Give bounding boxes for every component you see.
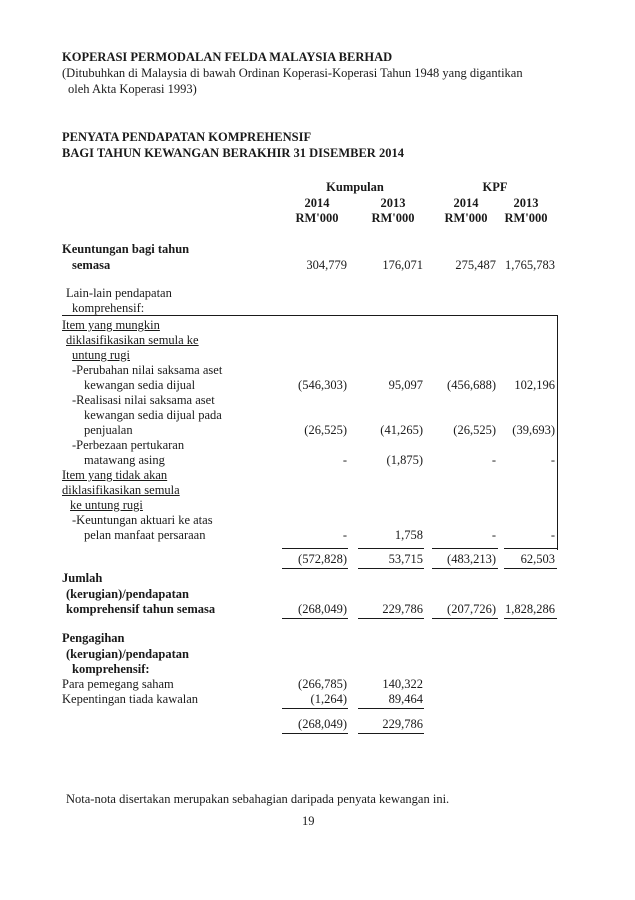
column-year: 2013 <box>380 196 406 210</box>
profit-value: 304,779 <box>306 258 347 272</box>
attribution-subtotal-line <box>282 708 348 709</box>
subtotal-line <box>358 548 424 549</box>
noreclass-heading: Item yang tidak akan <box>62 468 168 482</box>
column-group-kpf: KPF <box>482 180 508 194</box>
total-value: (268,049) <box>298 602 347 616</box>
fx-label: matawang asing <box>84 453 165 467</box>
oci-total-value: 53,715 <box>388 552 423 566</box>
total-value: 229,786 <box>382 602 423 616</box>
oci-total-value: (483,213) <box>447 552 496 566</box>
realisation-value: (26,525) <box>304 423 347 437</box>
company-subtitle-line-1: (Ditubuhkan di Malaysia di bawah Ordinan Koperasi-Koperasi Tahun 1948 yang digantikan <box>62 66 523 80</box>
column-year: 2014 <box>453 196 479 210</box>
realisation-label: kewangan sedia dijual pada <box>84 408 222 422</box>
company-subtitle-line-2: oleh Akta Koperasi 1993) <box>68 82 197 96</box>
oci-heading: Lain-lain pendapatan <box>66 286 172 300</box>
column-unit: RM'000 <box>371 211 415 225</box>
owners-value: (266,785) <box>298 677 347 691</box>
owners-value: 140,322 <box>382 677 423 691</box>
subtotal-line <box>282 548 348 549</box>
company-name: KOPERASI PERMODALAN FELDA MALAYSIA BERHAD <box>62 50 393 64</box>
total-underline <box>358 618 424 619</box>
realisation-value: (41,265) <box>380 423 423 437</box>
realisation-value: (26,525) <box>453 423 496 437</box>
total-label: Jumlah <box>62 571 103 585</box>
statement-period: BAGI TAHUN KEWANGAN BERAKHIR 31 DISEMBER 2014 <box>62 146 404 160</box>
total-underline <box>504 618 557 619</box>
page-number: 19 <box>302 814 315 828</box>
reclass-heading: diklasifikasikan semula ke <box>66 333 199 347</box>
subtotal-underline <box>358 568 424 569</box>
column-unit: RM'000 <box>295 211 339 225</box>
footer-note: Nota-nota disertakan merupakan sebahagian daripada penyata kewangan ini. <box>66 792 450 806</box>
actuarial-value: 1,758 <box>394 528 423 542</box>
attribution-total-underline <box>358 733 424 734</box>
profit-label: Keuntungan bagi tahun <box>62 242 190 256</box>
attribution-total-value: (268,049) <box>298 717 347 731</box>
subtotal-underline <box>432 568 498 569</box>
fx-value: (1,875) <box>386 453 423 467</box>
actuarial-value: - <box>491 528 496 542</box>
total-underline <box>432 618 498 619</box>
fair-value-label: kewangan sedia dijual <box>84 378 196 392</box>
fx-value: - <box>491 453 496 467</box>
actuarial-value: - <box>550 528 555 542</box>
reclass-heading: untung rugi <box>72 348 130 362</box>
realisation-value: (39,693) <box>512 423 555 437</box>
owners-label: Para pemegang saham <box>62 677 174 691</box>
fx-label: -Perbezaan pertukaran <box>72 438 185 452</box>
attribution-total-underline <box>282 733 348 734</box>
attribution-heading: Pengagihan <box>62 631 125 645</box>
fair-value-label: -Perubahan nilai saksama aset <box>72 363 223 377</box>
subtotal-line <box>432 548 498 549</box>
actuarial-value: - <box>342 528 347 542</box>
profit-label: semasa <box>72 258 111 272</box>
total-label: komprehensif tahun semasa <box>66 602 216 616</box>
fair-value-value: (546,303) <box>298 378 347 392</box>
fair-value-value: (456,688) <box>447 378 496 392</box>
profit-value: 275,487 <box>455 258 496 272</box>
realisation-label: penjualan <box>84 423 133 437</box>
subtotal-underline <box>504 568 557 569</box>
actuarial-label: -Keuntungan aktuari ke atas <box>72 513 213 527</box>
box-right-border <box>557 315 558 550</box>
attribution-subtotal-line <box>358 708 424 709</box>
nci-label: Kepentingan tiada kawalan <box>62 692 199 706</box>
total-label: (kerugian)/pendapatan <box>66 587 189 601</box>
statement-title: PENYATA PENDAPATAN KOMPREHENSIF <box>62 130 312 144</box>
total-underline <box>282 618 348 619</box>
profit-value: 1,765,783 <box>505 258 555 272</box>
profit-value: 176,071 <box>382 258 423 272</box>
subtotal-underline <box>282 568 348 569</box>
nci-value: 89,464 <box>388 692 423 706</box>
box-top-border <box>62 315 557 316</box>
realisation-label: -Realisasi nilai saksama aset <box>72 393 215 407</box>
total-value: (207,726) <box>447 602 496 616</box>
noreclass-heading: diklasifikasikan semula <box>62 483 180 497</box>
fx-value: - <box>550 453 555 467</box>
attribution-heading: komprehensif: <box>72 662 150 676</box>
column-group-kumpulan: Kumpulan <box>326 180 384 194</box>
fair-value-value: 95,097 <box>388 378 423 392</box>
oci-total-value: 62,503 <box>520 552 555 566</box>
oci-total-value: (572,828) <box>298 552 347 566</box>
subtotal-line <box>504 548 557 549</box>
attribution-heading: (kerugian)/pendapatan <box>66 647 189 661</box>
attribution-total-value: 229,786 <box>382 717 423 731</box>
column-unit: RM'000 <box>504 211 548 225</box>
total-value: 1,828,286 <box>505 602 555 616</box>
column-year: 2014 <box>304 196 330 210</box>
fx-value: - <box>342 453 347 467</box>
noreclass-heading: ke untung rugi <box>70 498 143 512</box>
nci-value: (1,264) <box>310 692 347 706</box>
oci-heading: komprehensif: <box>72 301 145 315</box>
fair-value-value: 102,196 <box>514 378 555 392</box>
reclass-heading: Item yang mungkin <box>62 318 160 332</box>
actuarial-label: pelan manfaat persaraan <box>84 528 206 542</box>
column-unit: RM'000 <box>444 211 488 225</box>
column-year: 2013 <box>513 196 539 210</box>
